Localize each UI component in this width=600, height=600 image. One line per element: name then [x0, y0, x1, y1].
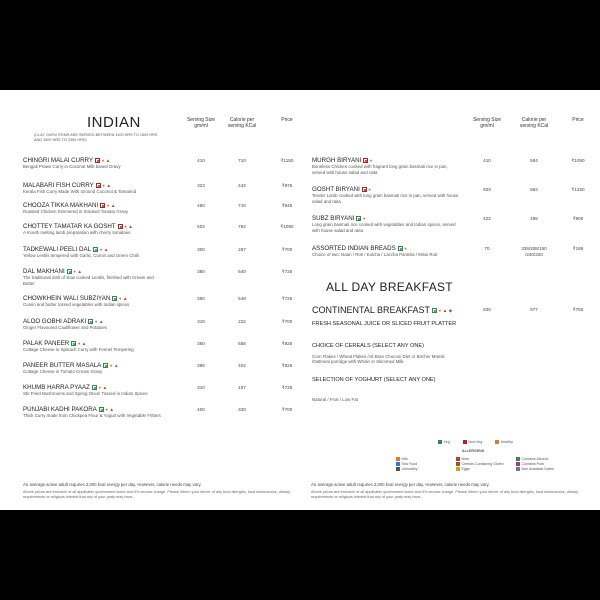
allergen-icon: ●: [106, 203, 110, 208]
nonveg-icon: [118, 224, 123, 229]
item-desc: Cumin and butter tossed vegetables with Indian spices: [23, 302, 130, 308]
item-size: 300: [197, 247, 205, 252]
section-title-indian: INDIAN: [87, 114, 141, 131]
item-price: ₹725: [281, 269, 293, 274]
allergen-icon: [456, 462, 460, 466]
allergen-icon: ●: [118, 296, 122, 301]
item-size: 360: [197, 341, 205, 346]
allergen-icon: [396, 467, 400, 471]
item-cal: 963: [530, 187, 538, 192]
continental-name: CONTINENTAL BREAKFAST: [312, 305, 431, 315]
veg-icon: [398, 246, 403, 251]
item-desc: A mouth melting lamb preparation with cherry tomatoes: [23, 230, 131, 236]
item-name: CHOWKHEIN WALI SUBZIYAN: [23, 295, 111, 303]
egg-icon: ●: [438, 307, 442, 313]
spice-icon: ▲: [106, 183, 111, 188]
footer-lead-right: An average active adult requires 2,000 kcal energy per day. However, calorie needs may vary.: [311, 482, 490, 487]
col-price-left: Price: [281, 117, 293, 123]
spice-icon: ▲: [102, 385, 108, 390]
cereal-desc: Corn Flakes / Wheat Flakes /All Bran Chocos/ Diet or Bircher Müesli /Oatmeal porridge with Whole or Skimmed Milk: [312, 354, 445, 365]
menu-item: [312, 215, 600, 233]
item-desc: Roasted Chicken Simmered in Smoked Tomato Gravy: [23, 209, 129, 215]
clay-oven-note: (CLAY OVEN ITEMS ARE SERVED BETWEEN 1100 HRS TO 1500 HRS AND 1900 HRS TO 2300 HRS): [34, 133, 158, 142]
item-cal: 402: [238, 363, 246, 368]
section-title-breakfast: ALL DAY BREAKFAST: [326, 280, 453, 294]
item-desc: Kerala Fish Curry Made With Ground Coconut & Tamarind: [23, 189, 137, 195]
item-name: ALOO GOBHI ADRAKI: [23, 318, 87, 326]
item-size: 380: [197, 296, 205, 301]
item-cal: 267: [238, 247, 246, 252]
item-desc: Choice of two: Naan / Roti / Kulcha / Laccha Paratha / Missi Roti: [312, 252, 438, 258]
legend-veg: Veg: [443, 440, 450, 444]
item-size: 410: [483, 158, 491, 163]
allergen-icon: [396, 462, 400, 466]
allergen-icon: ●: [99, 247, 103, 252]
allergen-label: Contains Alcohol: [521, 457, 549, 461]
cereal-title: CHOICE OF CEREALS (SELECT ANY ONE): [312, 343, 425, 349]
item-price: ₹900: [572, 216, 584, 221]
milk-icon: ▲: [442, 307, 448, 313]
menu-item: [312, 186, 600, 204]
spice-icon: ▲: [103, 247, 109, 252]
item-cal: 157: [238, 385, 246, 390]
veg-icon: [88, 319, 93, 324]
allergen-label: Cereals Containing Gluten: [461, 462, 504, 466]
spice-icon: ▲: [128, 224, 133, 229]
item-size: 603: [483, 187, 491, 192]
item-price: ₹700: [281, 319, 293, 324]
item-price: ₹700: [281, 247, 293, 252]
menu-page: [0, 90, 600, 510]
continental-size: 830: [483, 307, 491, 312]
item-price: ₹725: [281, 296, 293, 301]
allergen-icon: [396, 457, 400, 461]
item-size: 480: [197, 203, 205, 208]
item-desc: Bengali Prawn Curry in Coconut Milk based Gravy: [23, 164, 121, 170]
yoghurt-title: SELECTION OF YOGHURT (SELECT ANY ONE): [312, 377, 436, 383]
diet-legend: [438, 440, 525, 444]
allergen-label: Unhealthy: [401, 467, 418, 471]
item-name: CHINGRI MALAI CURRY: [23, 157, 94, 165]
allergen-item: [516, 467, 576, 472]
item-desc: Cottage Cheese in Tomato Cream Gravy: [23, 369, 103, 375]
allergen-label: Eggs: [461, 467, 470, 471]
spice-icon: ▲: [99, 319, 104, 324]
menu-item: [312, 245, 600, 258]
item-name: ASSORTED INDIAN BREADS: [312, 245, 396, 253]
allergen-label: Milk: [401, 457, 408, 461]
allergen-icon: ●: [368, 187, 372, 192]
veg-icon: [112, 296, 117, 301]
col-calorie-right: Calorie per serving KCal: [519, 117, 549, 129]
item-cal: 640: [238, 269, 246, 274]
item-size: 70: [484, 246, 490, 251]
item-price: ₹925: [281, 341, 293, 346]
veg-icon: [93, 247, 98, 252]
item-desc: Yellow Lentils tempered with Garlic, Cumin and Green Chilli: [23, 253, 139, 259]
continental-price: ₹750: [572, 307, 584, 312]
allergen-icon: ●: [105, 407, 109, 412]
item-price: ₹725: [281, 385, 293, 390]
allergen-icon: ●: [94, 319, 98, 324]
item-price: ₹700: [281, 407, 293, 412]
menu-item: [312, 157, 600, 175]
item-price: ₹1050: [571, 158, 585, 163]
col-price-right: Price: [572, 117, 584, 123]
nonveg-icon: [96, 183, 101, 188]
item-name: GOSHT BIRYANI: [312, 186, 360, 194]
spice-icon: ▲: [77, 269, 82, 274]
item-cal: 584: [530, 158, 538, 163]
item-size: 380: [197, 269, 205, 274]
allergen-item: [396, 467, 456, 472]
item-cal: 330: [238, 407, 246, 412]
item-price: ₹925: [281, 363, 293, 368]
spice-icon: ▲: [105, 158, 111, 163]
item-cal: 336/308/150 /240/320: [521, 246, 547, 257]
allergen-icon: [516, 467, 520, 471]
nonveg-icon: [100, 203, 105, 208]
item-size: 503: [197, 224, 205, 229]
allergens-title: ALLERGENS: [462, 449, 485, 453]
veg-icon: [432, 308, 437, 313]
item-name: PALAK PANEER: [23, 340, 70, 348]
item-cal: 548: [238, 296, 246, 301]
spice-icon: ▲: [81, 341, 87, 346]
allergen-icon: ●: [362, 216, 366, 221]
item-size: 396: [197, 363, 205, 368]
item-desc: Stir Fried Mushrooms and Spring Onion Tossed in Indian Spices: [23, 391, 148, 397]
spice-icon: ▲: [123, 296, 128, 301]
allergen-icon: ●: [101, 158, 105, 163]
item-desc: Ginger Flavoured Cauliflower and Potatoes: [23, 325, 107, 331]
item-cal: 442: [238, 183, 246, 188]
healthy-legend-icon: [495, 440, 499, 444]
item-name: MURGH BIRYANI: [312, 157, 362, 165]
veg-icon: [67, 269, 72, 274]
item-name: PANEER BUTTER MASALA: [23, 362, 102, 370]
item-price: ₹975: [281, 183, 293, 188]
spice-icon: ▲: [114, 363, 119, 368]
footer-small-left: Above prices are inclusive of all applicable government taxes and 5% service charge. Please inform your server of any food allergies, food intolerances, dietary requirements or religious interest that any of your party may have.: [23, 489, 291, 499]
item-size: 310: [197, 385, 205, 390]
item-desc: Boneless Chicken cooked with fragrant long grain basmati rice in pan, served with house salad and raita: [312, 164, 448, 175]
allergen-icon: ●: [369, 158, 373, 163]
item-price: ₹945: [281, 203, 293, 208]
item-price: ₹195: [572, 246, 584, 251]
item-name: CHOTTEY TAMATAR KA GOSHT: [23, 223, 116, 231]
allergen-icon: ●: [98, 385, 102, 390]
spice-icon: ▲: [110, 203, 116, 208]
item-name: KHUMB HARRA PYAAZ: [23, 384, 90, 392]
nonveg-icon: [362, 187, 367, 192]
veg-icon: [356, 216, 361, 221]
footer-right: [311, 483, 581, 499]
item-cal: 658: [238, 341, 246, 346]
allergen-icon: ●: [77, 341, 81, 346]
allergen-icon: ●: [124, 224, 127, 229]
item-name: CHOOZA TIKKA MAKHANI: [23, 202, 99, 210]
allergen-label: Nuts: [461, 457, 469, 461]
allergen-list: [396, 457, 586, 472]
gluten-icon: ◆: [448, 307, 453, 313]
item-desc: Thick Curry made from Chickpea Flour & Yogurt with Vegetable Fritters: [23, 413, 161, 419]
item-name: DAL MAKHANI: [23, 268, 65, 276]
legend-nonveg: Non-Veg: [468, 440, 483, 444]
legend-healthy: Healthy: [500, 440, 513, 444]
yoghurt-desc: Natural / Fruit / Low Fat: [312, 397, 358, 402]
item-cal: 762: [238, 224, 246, 229]
item-cal: 222: [238, 319, 246, 324]
item-cal: 495: [530, 216, 538, 221]
allergen-icon: [516, 462, 520, 466]
veg-legend-icon: [438, 440, 442, 444]
item-name: PUNJABI KADHI PAKORA: [23, 406, 97, 414]
footer-left: [23, 483, 293, 499]
item-size: 410: [197, 158, 205, 163]
footer-lead-left: An average active adult requires 2,000 kcal energy per day. However, calorie needs may vary.: [23, 482, 202, 487]
nonveg-icon: [363, 158, 368, 163]
item-size: 323: [197, 183, 205, 188]
item-size: 400: [197, 407, 205, 412]
col-calorie-left: Calorie per serving KCal: [227, 117, 257, 129]
allergen-icon: ●: [102, 183, 105, 188]
allergen-icon: ●: [109, 363, 113, 368]
allergen-label: Non Available Dates: [521, 467, 554, 471]
allergen-icon: [456, 457, 460, 461]
allergen-item: [456, 467, 516, 472]
item-cal: 710: [238, 158, 246, 163]
nonveg-legend-icon: [463, 440, 467, 444]
continental-breakfast: [312, 305, 600, 316]
veg-icon: [71, 341, 76, 346]
item-name: TADKEWALI PEELI DAL: [23, 246, 92, 254]
item-desc: Cottage Cheese in Spinach Curry with Fennel Tempering: [23, 347, 134, 353]
item-desc: Tender Lamb cooked with long grain basmati rice in pan, served with house salad and raita: [312, 193, 459, 204]
item-desc: The traditional dish of slow cooked Lentils, finished with Cream and Butter: [23, 275, 154, 286]
allergen-label: Sea Food: [401, 462, 418, 466]
spice-icon: ▲: [109, 407, 114, 412]
col-serving-right: Serving Size gm/ml: [472, 117, 502, 129]
veg-icon: [103, 363, 108, 368]
veg-icon: [99, 407, 104, 412]
nonveg-icon: [95, 158, 100, 163]
allergen-icon: [456, 467, 460, 471]
item-size: 422: [483, 216, 491, 221]
footer-small-right: Above prices are inclusive of all applicable government taxes and 5% service charge. Please inform your server of any food allergies, food intolerances, dietary requirements or religious interest that any of your party may have.: [311, 489, 579, 499]
allergen-icon: ●: [73, 269, 76, 274]
item-desc: Long grain basmati rice cooked with vegetables and Indian spices, served with house salad and raita: [312, 222, 456, 233]
item-price: ₹1250: [571, 187, 585, 192]
allergen-icon: ●: [404, 246, 407, 251]
item-name: SUBZ BIRYANI: [312, 215, 355, 223]
item-name: MALABARI FISH CURRY: [23, 182, 94, 190]
col-serving-left: Serving Size gm/ml: [186, 117, 216, 129]
veg-icon: [92, 385, 97, 390]
item-price: ₹1150: [280, 158, 294, 163]
item-size: 310: [197, 319, 205, 324]
item-cal: 710: [238, 203, 246, 208]
allergen-label: Contains Pork: [521, 462, 545, 466]
continental-calorie: 977: [530, 307, 538, 312]
juice-option: FRESH SEASONAL JUICE OR SLICED FRUIT PLATTER: [312, 321, 457, 327]
allergen-icon: [516, 457, 520, 461]
item-price: ₹1050: [280, 224, 294, 229]
